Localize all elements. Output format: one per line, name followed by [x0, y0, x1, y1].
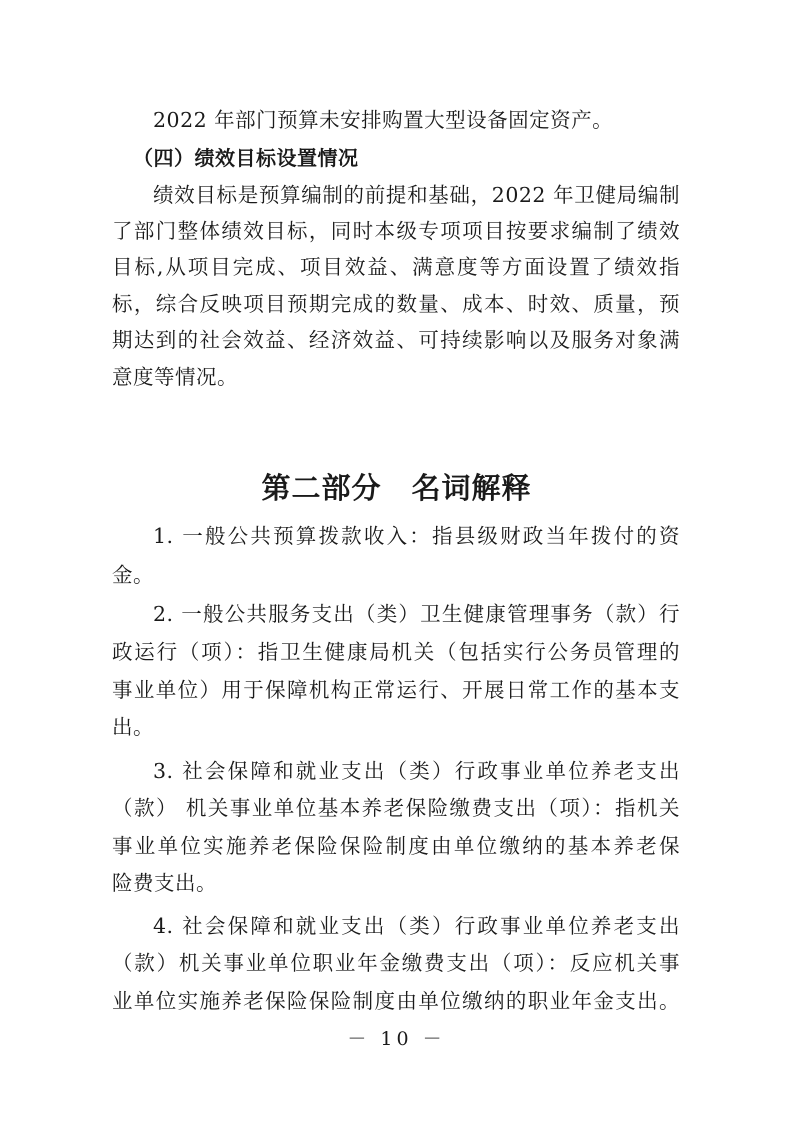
performance-heading: （四）绩效目标设置情况 — [133, 146, 359, 170]
performance-para-line-4: 标，综合反映项目预期完成的数量、成本、时效、质量，预 — [112, 292, 680, 316]
part-two-title: 第二部分 名词解释 — [261, 471, 532, 505]
performance-para-line-5: 期达到的社会效益、经济效益、可持续影响以及服务对象满 — [112, 328, 680, 352]
term-2-line-3: 事业单位）用于保障机构正常运行、开展日常工作的基本支 — [112, 678, 680, 702]
term-3-line-4: 险费支出。 — [112, 871, 217, 895]
term-3-line-3: 事业单位实施养老保险保险制度由单位缴纳的基本养老保 — [112, 834, 680, 858]
page-number: － 10 － — [347, 1028, 446, 1050]
term-1-line-2: 金。 — [112, 563, 154, 587]
performance-para-line-3: 目标,从项目完成、项目效益、满意度等方面设置了绩效指 — [112, 255, 680, 279]
term-2-line-2: 政运行（项）：指卫生健康局机关（包括实行公务员管理的 — [112, 640, 680, 664]
term-4-line-2: （款）机关事业单位职业年金缴费支出（项）：反应机关事 — [112, 951, 680, 975]
term-1-line-1: 1. 一般公共预算拨款收入：指县级财政当年拨付的资 — [153, 524, 680, 548]
term-3-line-1: 3. 社会保障和就业支出（类）行政事业单位养老支出 — [153, 759, 680, 783]
fixed-assets-line: 2022 年部门预算未安排购置大型设备固定资产。 — [153, 108, 614, 132]
term-3-line-2: （款） 机关事业单位基本养老保险缴费支出（项）：指机关 — [112, 796, 680, 820]
performance-para-line-6: 意度等情况。 — [112, 365, 238, 389]
term-2-line-4: 出。 — [112, 715, 154, 739]
performance-para-line-2: 了部门整体绩效目标，同时本级专项项目按要求编制了绩效 — [112, 219, 680, 243]
term-4-line-1: 4. 社会保障和就业支出（类）行政事业单位养老支出 — [153, 914, 680, 938]
term-4-line-3: 业单位实施养老保险保险制度由单位缴纳的职业年金支出。 — [112, 989, 680, 1013]
term-2-line-1: 2. 一般公共服务支出（类）卫生健康管理事务（款）行 — [153, 602, 680, 626]
performance-para-line-1: 绩效目标是预算编制的前提和基础，2022 年卫健局编制 — [153, 183, 680, 207]
